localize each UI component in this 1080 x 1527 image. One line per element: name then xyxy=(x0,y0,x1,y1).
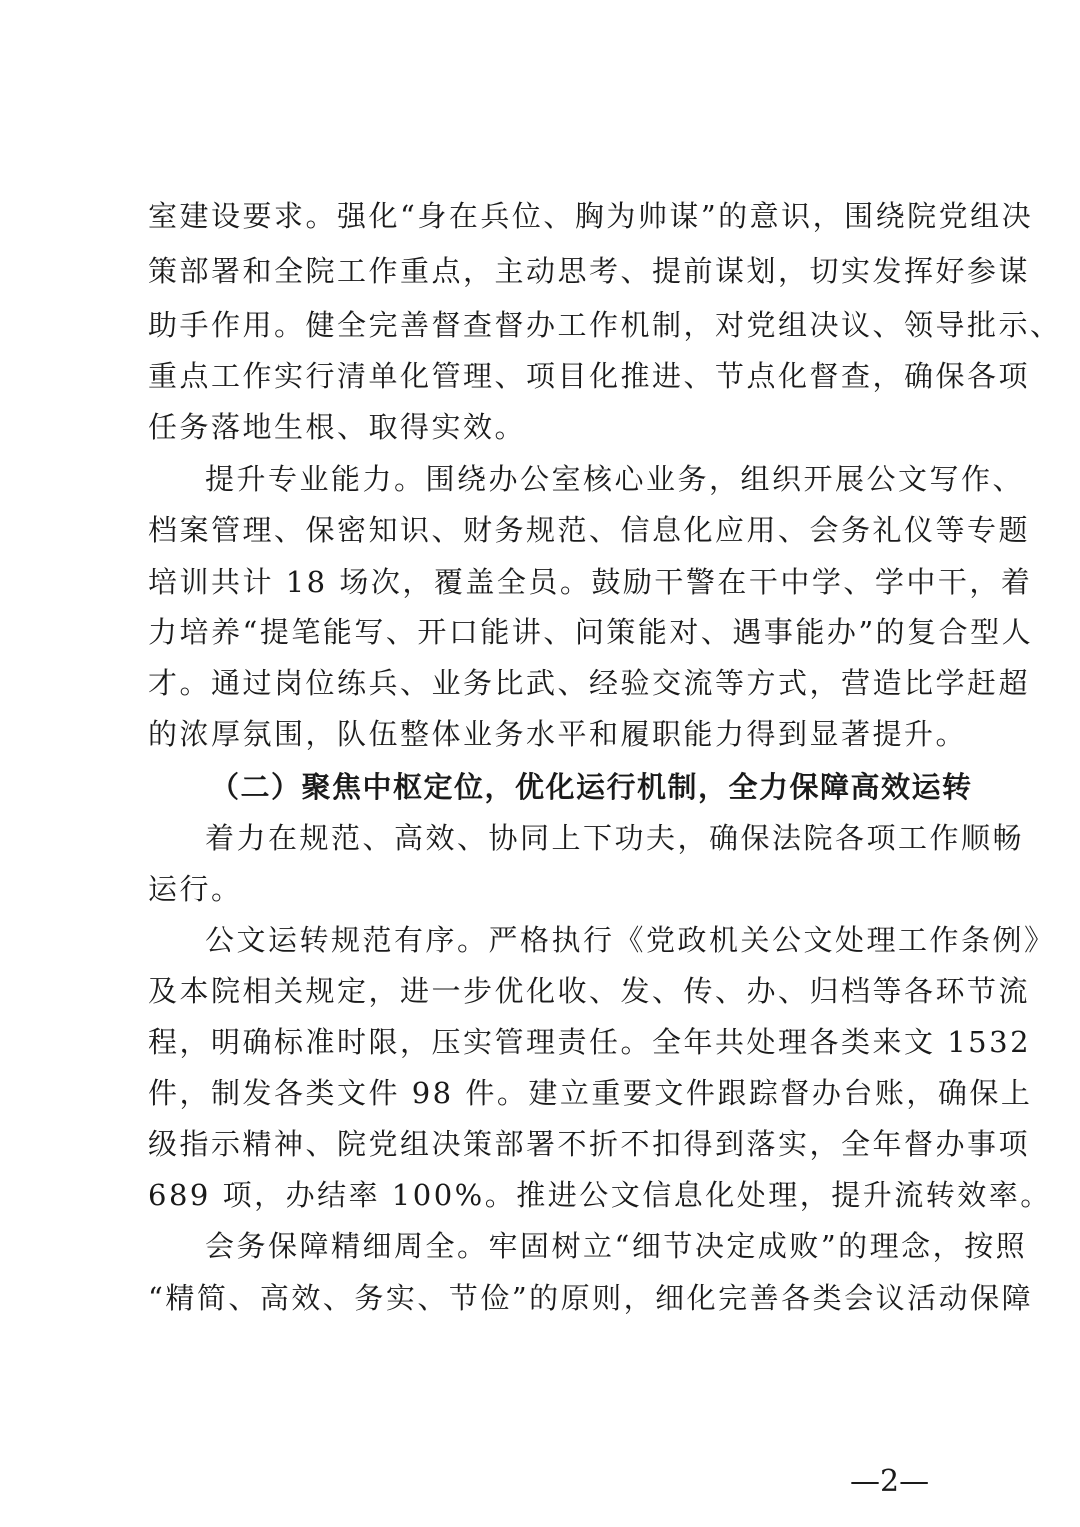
body-line: 运行。 xyxy=(148,872,243,906)
page-number: —2— xyxy=(850,1464,930,1499)
body-line: 才。通过岗位练兵、业务比武、经验交流等方式，营造比学赶超 xyxy=(148,666,1031,700)
body-line: 及本院相关规定，进一步优化收、发、传、办、归档等各环节流 xyxy=(148,974,1031,1008)
paragraph-first-line: 会务保障精细周全。牢固树立“细节决定成败”的理念，按照 xyxy=(205,1229,1028,1263)
body-line: 程，明确标准时限，压实管理责任。全年共处理各类来文 1532 xyxy=(148,1025,1032,1059)
body-line: “精简、高效、务实、节俭”的原则，细化完善各类会议活动保障 xyxy=(148,1281,1034,1315)
paragraph-first-line: 提升专业能力。围绕办公室核心业务，组织开展公文写作、 xyxy=(205,462,1025,496)
body-line: 级指示精神、院党组决策部署不折不扣得到落实，全年督办事项 xyxy=(148,1127,1031,1161)
body-line: 件，制发各类文件 98 件。建立重要文件跟踪督办台账，确保上 xyxy=(148,1076,1033,1110)
body-line: 689 项，办结率 100%。推进公文信息化处理，提升流转效率。 xyxy=(148,1178,1052,1212)
body-line: 重点工作实行清单化管理、项目化推进、节点化督查，确保各项 xyxy=(148,359,1031,393)
section-heading: （二）聚焦中枢定位，优化运行机制，全力保障高效运转 xyxy=(210,770,973,804)
body-line: 助手作用。健全完善督查督办工作机制，对党组决议、领导批示、 xyxy=(148,308,1062,342)
body-line: 力培养“提笔能写、开口能讲、问策能对、遇事能办”的复合型人 xyxy=(148,615,1034,649)
body-line: 任务落地生根、取得实效。 xyxy=(148,410,527,444)
body-line: 的浓厚氛围，队伍整体业务水平和履职能力得到显著提升。 xyxy=(148,717,968,751)
paragraph-first-line: 公文运转规范有序。严格执行《党政机关公文处理工作条例》 xyxy=(205,923,1056,957)
body-line: 档案管理、保密知识、财务规范、信息化应用、会务礼仪等专题 xyxy=(148,513,1031,547)
body-line: 培训共计 18 场次，覆盖全员。鼓励干警在干中学、学中干，着 xyxy=(148,565,1033,599)
paragraph-first-line: 着力在规范、高效、协同上下功夫，确保法院各项工作顺畅 xyxy=(205,821,1025,855)
body-line: 策部署和全院工作重点，主动思考、提前谋划，切实发挥好参谋 xyxy=(148,254,1031,288)
body-line: 室建设要求。强化“身在兵位、胸为帅谋”的意识，围绕院党组决 xyxy=(148,199,1034,233)
